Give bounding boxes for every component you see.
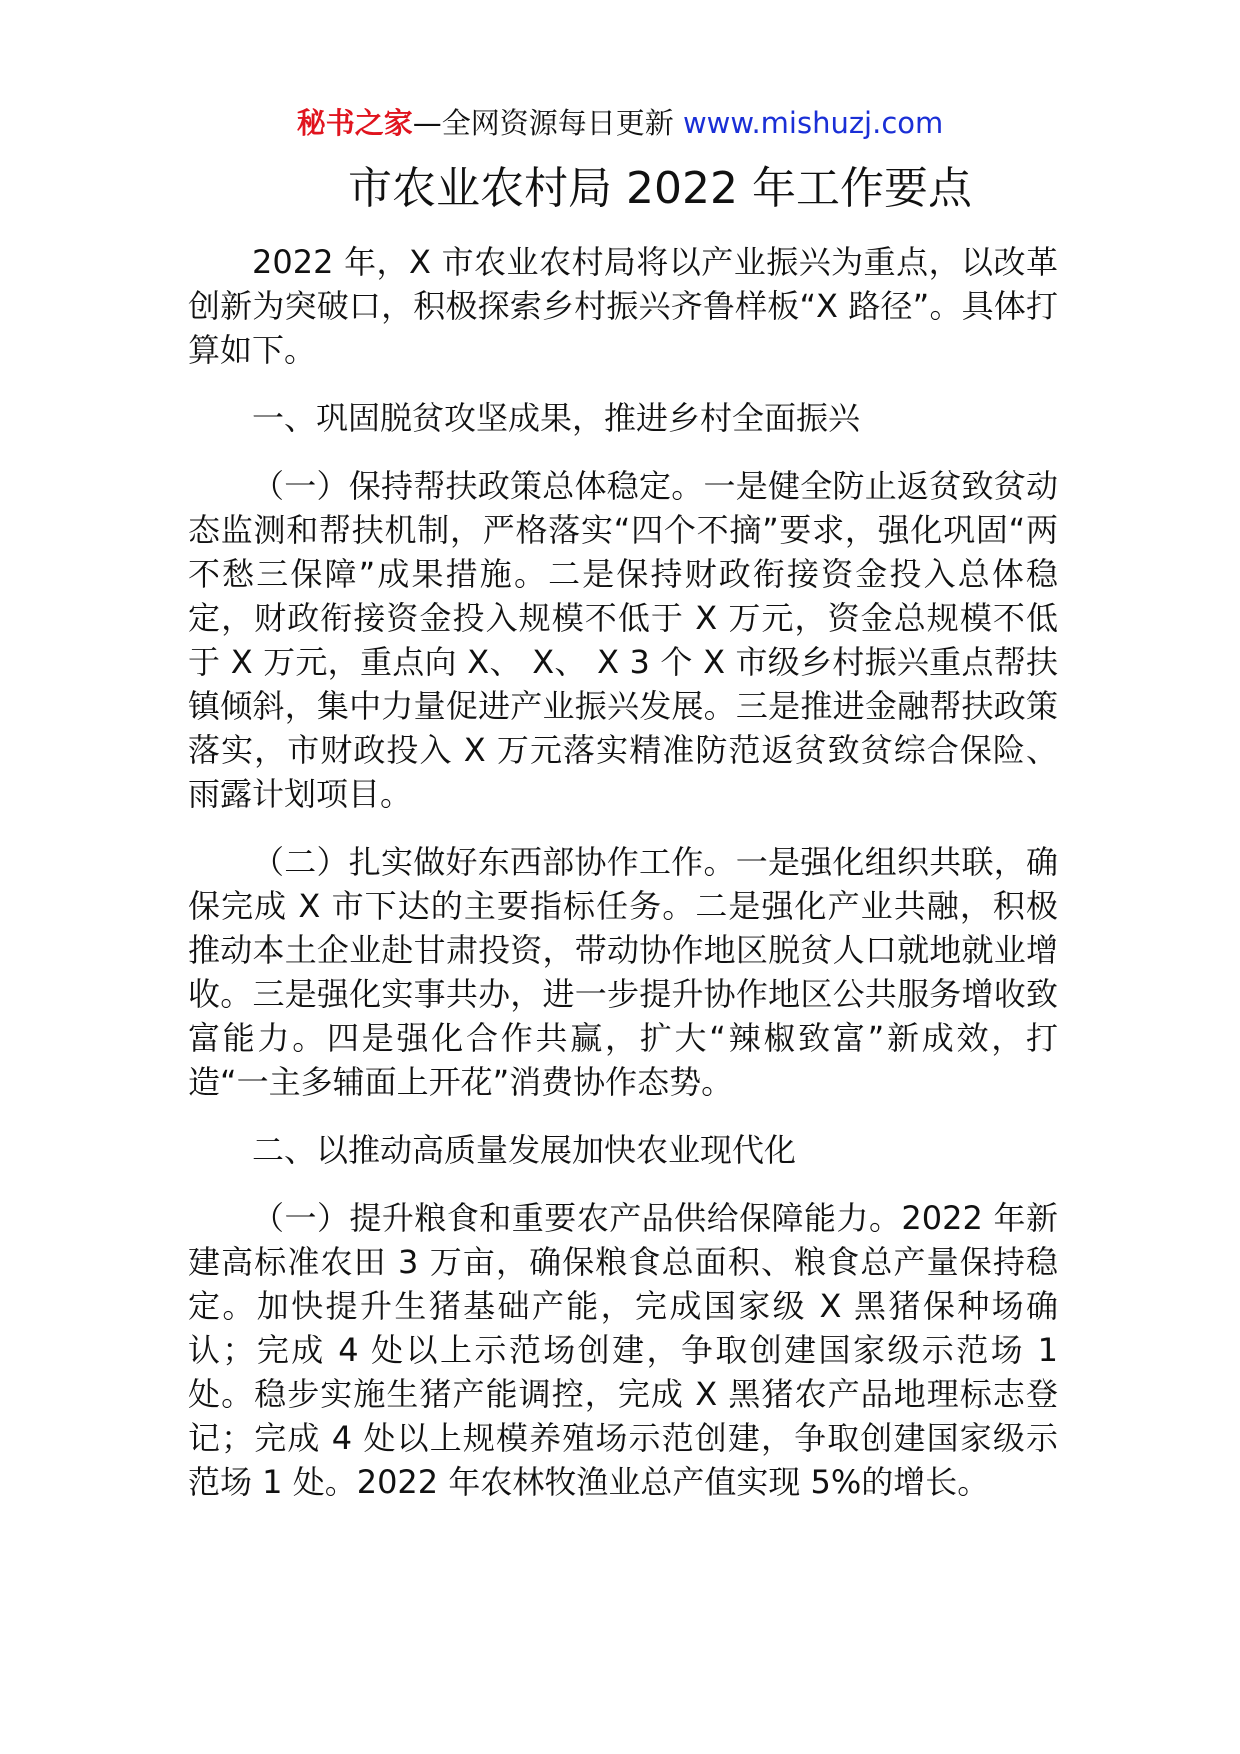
site-header	[0, 101, 1240, 145]
document-body	[188, 240, 1058, 1528]
section-2-item-1: （一）提升粮食和重要农产品供给保障能力。2022 年新建高标准农田 3 万亩，确保粮食总面积、粮食总产量保持稳定。加快提升生猪基础产能，完成国家级 X 黑猪保种场确认；完成 4 处以上示范场创建，争取创建国家级示范场 1 处。稳步实施生猪产能调控，完成 X 黑猪农产品地理标志登记；完成 4 处以上规模养殖场示范创建，争取创建国家级示范场 1 处。2022 年农林牧渔业总产值实现 5%的增长。	[188, 1199, 1058, 1501]
intro-paragraph: 2022 年，X 市农业农村局将以产业振兴为重点，以改革创新为突破口，积极探索乡村振兴齐鲁样板“X 路径”。具体打算如下。	[188, 243, 1058, 369]
site-tagline: —全网资源每日更新	[412, 106, 674, 140]
section-1-item-2: （二）扎实做好东西部协作工作。一是强化组织共联，确保完成 X 市下达的主要指标任务。二是强化产业共融，积极推动本土企业赴甘肃投资，带动协作地区脱贫人口就地就业增收。三是强化实事共办，进一步提升协作地区公共服务增收致富能力。四是强化合作共赢，扩大“辣椒致富”新成效，打造“一主多辅面上开花”消费协作态势。	[188, 843, 1058, 1101]
document-title: 市农业农村局 2022 年工作要点	[348, 163, 972, 214]
section-heading-1: 一、巩固脱贫攻坚成果，推进乡村全面振兴	[252, 399, 861, 437]
site-brand: 秘书之家	[296, 106, 413, 140]
section-1-item-1: （一）保持帮扶政策总体稳定。一是健全防止返贫致贫动态监测和帮扶机制，严格落实“四个不摘”要求，强化巩固“两不愁三保障”成果措施。二是保持财政衔接资金投入总体稳定，财政衔接资金投入规模不低于 X 万元，资金总规模不低于 X 万元，重点向 X、 X、 X 3 个 X 市级乡村振兴重点帮扶镇倾斜，集中力量促进产业振兴发展。三是推进金融帮扶政策落实，市财政投入 X 万元落实精准防范返贫致贫综合保险、雨露计划项目。	[188, 467, 1058, 813]
site-url-link[interactable]: www.mishuzj.com	[682, 106, 944, 140]
section-heading-2: 二、以推动高质量发展加快农业现代化	[252, 1131, 797, 1169]
